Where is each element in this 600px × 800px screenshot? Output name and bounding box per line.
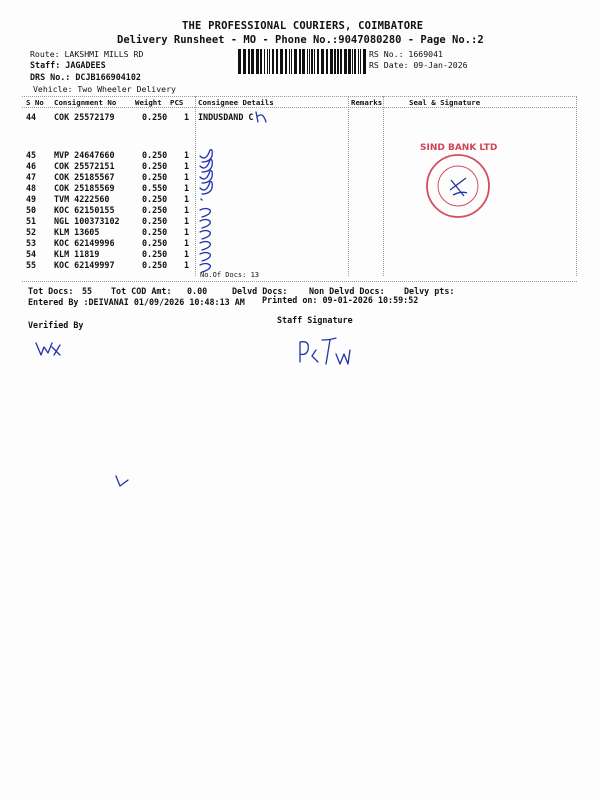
verified-by-label: Verified By — [28, 320, 84, 330]
row-consignment: COK 25572151 — [54, 161, 115, 171]
rs-date: RS Date: 09-Jan-2026 — [369, 60, 468, 70]
bank-seal-stamp — [420, 143, 498, 220]
row-pcs: 1 — [184, 194, 190, 204]
row-pcs: 1 — [184, 216, 190, 226]
row-sno: 55 — [26, 260, 37, 270]
barcode-bar — [243, 49, 246, 74]
no-of-docs: No.Of Docs: 13 — [200, 271, 260, 279]
row-sno: 50 — [26, 205, 37, 215]
barcode-bar — [238, 49, 241, 74]
row-pcs: 1 — [184, 249, 190, 259]
row-weight: 0.250 — [142, 216, 168, 226]
row-sno: 47 — [26, 172, 37, 182]
entered-by: Entered By :DEIVANAI 01/09/2026 10:48:13 AM — [28, 297, 245, 307]
barcode-bar — [363, 49, 366, 74]
vehicle-label: Vehicle: Two Wheeler Delivery — [33, 84, 176, 94]
col-header-seal: Seal & Signature — [409, 98, 481, 107]
row-consignment: NGL 100373102 — [54, 216, 120, 226]
barcode-bar — [291, 49, 292, 74]
delvy-pts-label: Delvy pts: — [404, 286, 455, 296]
row-sno: 54 — [26, 249, 37, 259]
barcode-bar — [344, 49, 347, 74]
row-consignment: KLM 13605 — [54, 227, 100, 237]
delivery-tick-marks — [196, 108, 276, 278]
row-weight: 0.250 — [142, 249, 168, 259]
barcode-bar — [330, 49, 333, 74]
barcode-bar — [260, 49, 262, 74]
row-consignment: KOC 62149996 — [54, 238, 115, 248]
row-weight: 0.550 — [142, 183, 168, 193]
row-weight: 0.250 — [142, 112, 168, 122]
row-weight: 0.250 — [142, 161, 168, 171]
non-delvd-docs-label: Non Delvd Docs: — [309, 286, 385, 296]
row-weight: 0.250 — [142, 205, 168, 215]
row-sno: 46 — [26, 161, 37, 171]
row-consignment: MVP 24647660 — [54, 150, 115, 160]
barcode-bar — [311, 49, 313, 74]
route-label: Route: LAKSHMI MILLS RD — [30, 49, 144, 59]
tot-docs-label: Tot Docs: — [28, 286, 74, 296]
barcode-bar — [321, 49, 324, 74]
col-header-consignment: Consignment No — [54, 98, 117, 107]
col-header-weight: Weight — [135, 98, 162, 107]
row-pcs: 1 — [184, 161, 190, 171]
barcode-bar — [299, 49, 301, 74]
barcode-bar — [326, 49, 328, 74]
barcode-bar — [302, 49, 305, 74]
delvd-docs-label: Delvd Docs: — [232, 286, 288, 296]
staff-signature-label: Staff Signature — [277, 315, 353, 325]
barcode-bar — [352, 49, 353, 74]
barcode-bar — [348, 49, 351, 74]
barcode-bar — [294, 49, 297, 74]
row-consignment: KOC 62149997 — [54, 260, 115, 270]
header-bottom-rule — [22, 107, 577, 108]
row-pcs: 1 — [184, 150, 190, 160]
barcode-bar — [285, 49, 287, 74]
col-divider-seal — [383, 96, 384, 276]
row-weight: 0.250 — [142, 227, 168, 237]
col-header-remarks: Remarks — [351, 98, 383, 107]
barcode-bar — [340, 49, 342, 74]
barcode-bar — [276, 49, 278, 74]
header-top-rule — [22, 96, 577, 97]
barcode-bar — [314, 49, 315, 74]
runsheet-title: Delivery Runsheet - MO - Phone No.:9047080280 - Page No.:2 — [117, 34, 484, 46]
row-consignment: TVM 4222560 — [54, 194, 110, 204]
verified-signature — [32, 335, 82, 360]
stray-pen-mark — [112, 470, 136, 490]
barcode-bar — [334, 49, 336, 74]
barcode-bar — [248, 49, 250, 74]
row-weight: 0.250 — [142, 172, 168, 182]
row-pcs: 1 — [184, 112, 190, 122]
row-consignment: COK 25185567 — [54, 172, 115, 182]
barcode-bar — [280, 49, 283, 74]
row-consignment: COK 25185569 — [54, 183, 115, 193]
drs-label: DRS No.: DCJB166904102 — [30, 72, 141, 82]
tot-cod-value: 0.00 — [187, 286, 208, 296]
barcode-bar — [272, 49, 274, 74]
row-consignment: KLM 11819 — [54, 249, 100, 259]
barcode-bar — [337, 49, 339, 74]
row-pcs: 1 — [184, 172, 190, 182]
row-sno: 51 — [26, 216, 37, 226]
row-sno: 52 — [26, 227, 37, 237]
barcode-bar — [264, 49, 265, 74]
barcode-bar — [354, 49, 356, 74]
barcode-bar — [289, 49, 290, 74]
row-sno: 48 — [26, 183, 37, 193]
row-weight: 0.250 — [142, 194, 168, 204]
barcode-bar — [309, 49, 310, 74]
barcode-bar — [269, 49, 270, 74]
stamp-text: SIND BANK LTD — [420, 143, 498, 153]
row-pcs: 1 — [184, 205, 190, 215]
barcode-bar — [256, 49, 259, 74]
row-pcs: 1 — [184, 227, 190, 237]
row-weight: 0.250 — [142, 260, 168, 270]
barcode-bar — [307, 49, 308, 74]
printed-on: Printed on: 09-01-2026 10:59:52 — [262, 295, 419, 305]
tot-cod-label: Tot COD Amt: — [111, 286, 172, 296]
staff-signature — [290, 336, 370, 376]
barcode — [238, 49, 366, 74]
col-header-consignee: Consignee Details — [198, 98, 274, 107]
row-pcs: 1 — [184, 183, 190, 193]
tot-docs-value: 55 — [82, 286, 93, 296]
row-weight: 0.250 — [142, 150, 168, 160]
row-consignee: INDUSDAND C — [198, 112, 254, 122]
row-sno: 49 — [26, 194, 37, 204]
row-sno: 53 — [26, 238, 37, 248]
row-sno: 45 — [26, 150, 37, 160]
barcode-bar — [317, 49, 319, 74]
col-header-pcs: PCS — [170, 98, 184, 107]
row-consignment: KOC 62150155 — [54, 205, 115, 215]
barcode-bar — [360, 49, 361, 74]
staff-label: Staff: JAGADEES — [30, 60, 106, 70]
row-sno: 44 — [26, 112, 37, 122]
col-divider-right — [576, 96, 577, 276]
barcode-bar — [358, 49, 359, 74]
company-title: THE PROFESSIONAL COURIERS, COIMBATORE — [182, 20, 424, 32]
rs-no: RS No.: 1669041 — [369, 49, 443, 59]
barcode-bar — [267, 49, 268, 74]
row-consignment: COK 25572179 — [54, 112, 115, 122]
row-pcs: 1 — [184, 260, 190, 270]
table-bottom-rule — [22, 281, 577, 282]
col-header-sno: S No — [26, 98, 44, 107]
row-weight: 0.250 — [142, 238, 168, 248]
col-divider-remarks — [348, 96, 349, 276]
barcode-bar — [251, 49, 254, 74]
row-pcs: 1 — [184, 238, 190, 248]
